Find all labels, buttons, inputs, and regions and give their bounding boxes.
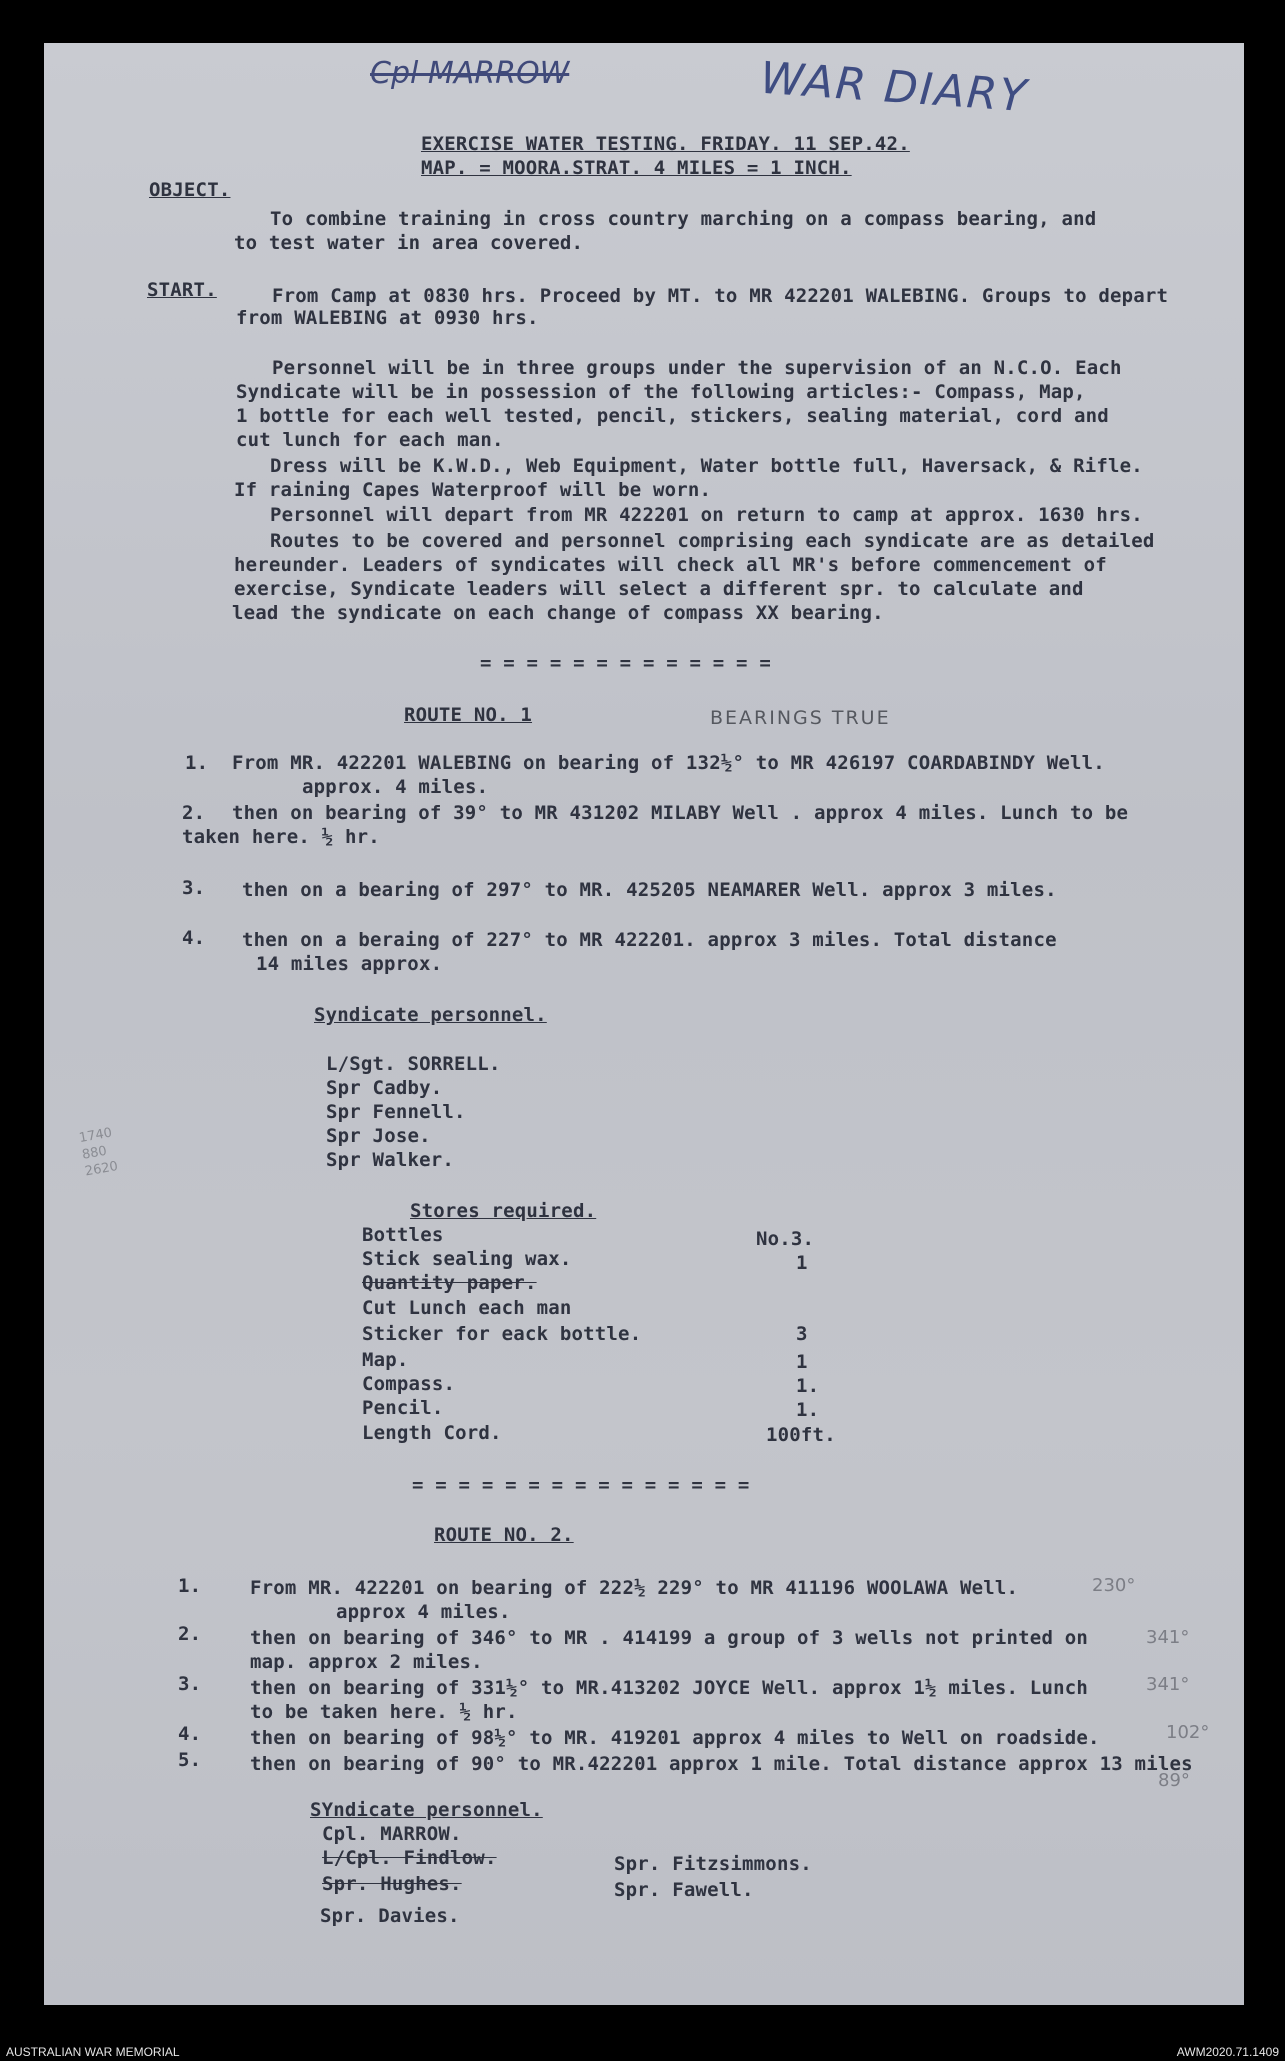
store-item: Stick sealing wax. — [362, 1248, 572, 1270]
route2-step-text: From MR. 422201 on bearing of 222½ 229° to MR 411196 WOOLAWA Well. — [250, 1577, 1019, 1599]
route1-step-text: 14 miles approx. — [256, 953, 443, 975]
store-item: Cut Lunch each man — [362, 1297, 572, 1319]
route2-step-text: then on bearing of 331½° to MR.413202 JOYCE Well. approx 1½ miles. Lunch — [250, 1677, 1089, 1699]
route2-step-text: then on bearing of 346° to MR . 414199 a group of 3 wells not printed on — [250, 1627, 1089, 1649]
route2-step-text: then on bearing of 98½° to MR. 419201 approx 4 miles to Well on roadside. — [250, 1727, 1100, 1749]
personnel-name: Spr Jose. — [326, 1125, 431, 1147]
route2-step-number: 4. — [178, 1723, 202, 1745]
store-qty: 1 — [796, 1351, 808, 1373]
war-diary-annotation: WAR DIARY — [758, 52, 1030, 123]
personnel-name: Spr. Fawell. — [614, 1879, 754, 1901]
route1-title: ROUTE NO. 1 — [404, 704, 533, 726]
store-item: Bottles — [362, 1224, 444, 1246]
route2-bearing-note-4: 102° — [1166, 1722, 1210, 1743]
personnel-name: Spr. Fitzsimmons. — [614, 1853, 812, 1875]
route1-step-text: From MR. 422201 WALEBING on bearing of 132½° to MR 426197 COARDABINDY Well. — [232, 752, 1105, 774]
route2-step-text: then on bearing of 90° to MR.422201 approx 1 mile. Total distance approx 13 miles — [250, 1753, 1193, 1775]
body-line: lead the syndicate on each change of compass XX bearing. — [232, 602, 884, 624]
route2-personnel-title: SYndicate personnel. — [310, 1799, 543, 1821]
personnel-name: Spr Fennell. — [326, 1101, 466, 1123]
object-text-line: to test water in area covered. — [234, 232, 584, 254]
route2-step-text: map. approx 2 miles. — [250, 1651, 483, 1673]
route1-step-text: then on bearing of 39° to MR 431202 MILABY Well . approx 4 miles. Lunch to be — [232, 802, 1129, 824]
personnel-name: Spr Cadby. — [326, 1077, 443, 1099]
route2-step-text: to be taken here. ½ hr. — [250, 1701, 518, 1723]
route2-step-number: 5. — [178, 1749, 202, 1771]
route2-bearing-note-3: 341° — [1146, 1674, 1190, 1695]
route2-bearing-note-1: 230° — [1092, 1575, 1136, 1596]
route1-step-text: taken here. ½ hr. — [182, 826, 380, 848]
store-qty: 1 — [796, 1252, 808, 1274]
start-label: START. — [147, 279, 217, 301]
section-divider: = = = = = = = = = = = = = — [480, 652, 771, 674]
personnel-name: L/Sgt. SORRELL. — [326, 1053, 501, 1075]
route1-step-text: approx. 4 miles. — [302, 776, 489, 798]
route1-step-number: 3. — [182, 877, 206, 899]
body-line: If raining Capes Waterproof will be worn. — [234, 479, 712, 501]
store-item: Map. — [362, 1349, 409, 1371]
store-qty: No.3. — [756, 1228, 815, 1250]
section-divider: = = = = = = = = = = = = = = = — [412, 1474, 750, 1496]
store-item: Compass. — [362, 1373, 456, 1395]
body-line: Syndicate will be in possession of the following articles:- Compass, Map, — [236, 381, 1086, 403]
route1-step-text: then on a bearing of 297° to MR. 425205 NEAMARER Well. approx 3 miles. — [242, 879, 1057, 901]
body-line: Routes to be covered and personnel comprising each syndicate are as detailed — [270, 530, 1155, 552]
exercise-title: EXERCISE WATER TESTING. FRIDAY. 11 SEP.42. — [421, 133, 910, 155]
personnel-name-struck: L/Cpl. Findlow. — [322, 1847, 497, 1869]
struck-name-annotation: Cpl MARROW — [370, 56, 570, 91]
route2-step-text: approx 4 miles. — [336, 1601, 511, 1623]
store-qty: 100ft. — [766, 1424, 836, 1446]
store-item: Length Cord. — [362, 1422, 502, 1444]
route1-personnel-title: Syndicate personnel. — [314, 1004, 547, 1026]
body-line: Personnel will depart from MR 422201 on return to camp at approx. 1630 hrs. — [270, 504, 1143, 526]
bearings-true-annotation: BEARINGS TRUE — [710, 707, 891, 729]
route2-bearing-note-2: 341° — [1146, 1627, 1190, 1648]
body-line: Personnel will be in three groups under the supervision of an N.C.O. Each — [272, 357, 1122, 379]
route2-step-number: 1. — [178, 1575, 202, 1597]
archive-credit: AUSTRALIAN WAR MEMORIAL — [6, 2045, 180, 2059]
stores-title: Stores required. — [410, 1200, 597, 1222]
personnel-name-struck: Spr. Hughes. — [322, 1873, 462, 1895]
route1-step-number: 1. — [185, 752, 209, 774]
personnel-name: Cpl. MARROW. — [322, 1823, 462, 1845]
body-line: Dress will be K.W.D., Web Equipment, Water bottle full, Haversack, & Rifle. — [270, 455, 1143, 477]
body-line: cut lunch for each man. — [236, 429, 504, 451]
route2-bearing-note-5: 89° — [1158, 1770, 1190, 1791]
start-text-line: from WALEBING at 0930 hrs. — [236, 307, 539, 329]
route1-step-text: then on a beraing of 227° to MR 422201. approx 3 miles. Total distance — [242, 929, 1057, 951]
start-text-line: From Camp at 0830 hrs. Proceed by MT. to MR 422201 WALEBING. Groups to depart — [272, 285, 1169, 307]
route1-step-number: 2. — [182, 802, 206, 824]
store-item: Pencil. — [362, 1397, 444, 1419]
route2-step-number: 3. — [178, 1673, 202, 1695]
store-qty: 1. — [796, 1399, 820, 1421]
store-item: Sticker for eack bottle. — [362, 1323, 642, 1345]
route2-title: ROUTE NO. 2. — [434, 1524, 574, 1546]
map-scale-line: MAP. = MOORA.STRAT. 4 MILES = 1 INCH. — [421, 157, 852, 179]
body-line: exercise, Syndicate leaders will select a different spr. to calculate and — [234, 578, 1084, 600]
archive-reference: AWM2020.71.1409 — [1176, 2045, 1279, 2059]
route1-step-number: 4. — [182, 927, 206, 949]
body-line: 1 bottle for each well tested, pencil, stickers, sealing material, cord and — [236, 405, 1109, 427]
document-page — [44, 43, 1244, 2005]
route2-step-number: 2. — [178, 1623, 202, 1645]
body-line: hereunder. Leaders of syndicates will check all MR's before commencement of — [234, 554, 1107, 576]
object-label: OBJECT. — [149, 179, 231, 201]
store-item: Quantity paper. — [362, 1272, 537, 1294]
object-text-line: To combine training in cross country marching on a compass bearing, and — [270, 208, 1097, 230]
personnel-name: Spr Walker. — [326, 1149, 455, 1171]
store-qty: 3 — [796, 1323, 808, 1345]
margin-sum-annotation: 1740 880 2620 — [77, 1125, 120, 1180]
store-qty: 1. — [796, 1375, 820, 1397]
personnel-name: Spr. Davies. — [320, 1905, 460, 1927]
